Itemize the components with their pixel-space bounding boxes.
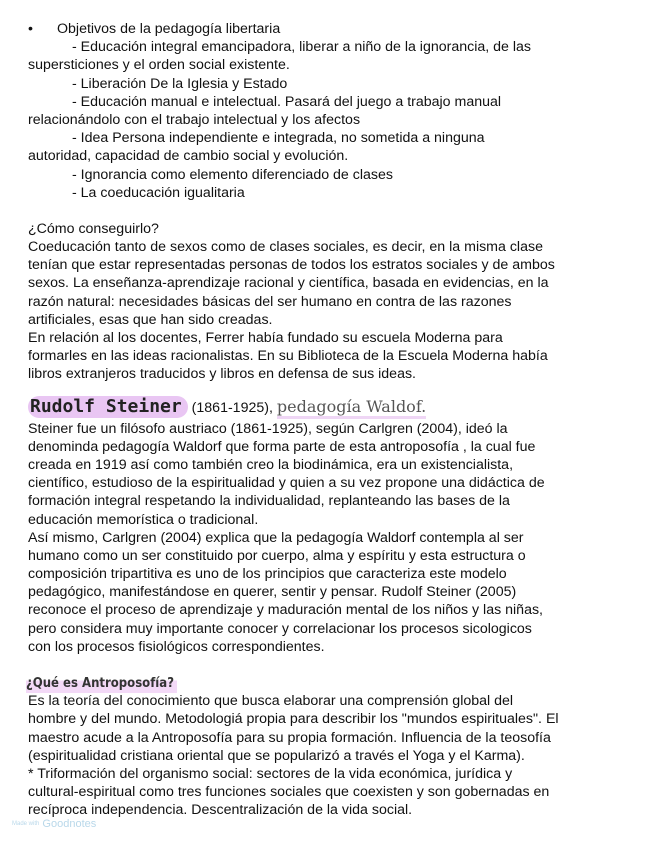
text-line: pedagógico, manifestándose en querer, sentir y pensar. Rudolf Steiner (2005) — [28, 584, 517, 601]
objective-item: - Ignorancia como elemento diferenciado de clases — [72, 166, 393, 183]
text-line: Es la teoría del conocimiento que busca elaborar una comprensión global del — [28, 693, 514, 710]
steiner-name: Rudolf Steiner — [28, 396, 188, 418]
waldorf-title: pedagogía Waldof. — [277, 397, 426, 419]
steiner-heading — [28, 396, 628, 420]
watermark-brand: Goodnotes — [42, 818, 97, 830]
text-line: cultural-espiritual como tres funciones sociales que coexisten y son gobernadas en — [28, 784, 550, 801]
text-line: Steiner fue un filósofo austriaco (1861-1925), según Carlgren (2004), ideó la — [28, 420, 508, 437]
text-line: tenían que estar representadas personas de todos los estratos sociales y de ambos — [28, 257, 555, 274]
text-line: sexos. La enseñanza-aprendizaje racional y científica, basada en evidencias, en la — [28, 275, 549, 292]
text-line: creada en 1919 así como también creo la biodinámica, era un existencialista, — [28, 456, 514, 473]
text-line: libros extranjeros traducidos y libros en defensa de sus ideas. — [28, 366, 417, 383]
objective-item: - Idea Persona independiente e integrada, no sometida a ninguna — [72, 130, 485, 147]
text-line: con los procesos fisiológicos correspondientes. — [28, 638, 325, 655]
goodnotes-watermark — [12, 818, 96, 830]
paragraph-steiner — [28, 420, 628, 656]
objective-item: - Educación integral emancipadora, liberar a niño de la ignorancia, de las — [72, 39, 532, 56]
text-line: recíproca independencia. Descentralización de la vida social. — [28, 802, 413, 819]
objectives-list — [28, 38, 628, 202]
text-line: Coeducación tanto de sexos como de clases sociales, es decir, en la misma clase — [28, 239, 543, 256]
text-line: científico, estudioso de la espiritualidad y quien a su vez propone una didáctica de — [28, 475, 545, 492]
text-line: formarles en las ideas racionalistas. En su Biblioteca de la Escuela Moderna había — [28, 348, 548, 365]
text-line: En relación al los docentes, Ferrer había fundado su escuela Moderna para — [28, 330, 503, 346]
paragraph-antroposofia — [28, 692, 628, 819]
bullet-heading — [28, 20, 628, 38]
text-line: humano como un ser constituido por cuerpo, alma y espíritu y esta estructura o — [28, 547, 526, 564]
objective-item: - Educación manual e intelectual. Pasará del juego a trabajo manual — [72, 93, 502, 110]
objective-item-continuation: supersticiones y el orden social existente. — [28, 57, 290, 74]
text-line: formación integral respetando la individualidad, replanteando las bases de la — [28, 493, 510, 510]
objective-item: - Liberación De la Iglesia y Estado — [72, 75, 288, 92]
objective-item: - La coeducación igualitaria — [72, 184, 245, 201]
steiner-dates: (1861-1925), — [191, 399, 273, 416]
text-line: composición tripartitiva es uno de los principios que caracteriza este modelo — [28, 566, 507, 583]
section-title: Objetivos de la pedagogía libertaria — [57, 21, 281, 37]
paragraph-coeducacion — [28, 238, 628, 384]
text-line: (espiritualidad cristiana oriental que se popularizó a través el Yoga y el Karma). — [28, 747, 525, 764]
text-line: maestro acude a la Antroposofía para su propia formación. Influencia de la teosofía — [28, 729, 551, 746]
text-line: hombre y del mundo. Metodologiá propia para describir los "mundos espirituales". El — [28, 711, 559, 728]
document-page — [28, 20, 628, 820]
objective-item-continuation: autoridad, capacidad de cambio social y evolución. — [28, 148, 349, 165]
text-line: Así mismo, Carlgren (2004) explica que la pedagogía Waldorf contempla al ser — [28, 529, 524, 546]
text-line: artificiales, esas que han sido creadas. — [28, 311, 273, 328]
text-line: reconoce el proceso de aprendizaje y maduración mental de los niños y las niñas, — [28, 602, 543, 619]
text-line: * Triformación del organismo social: sectores de la vida económica, jurídica y — [28, 765, 513, 782]
watermark-prefix: Made with — [12, 821, 40, 828]
antroposofia-question: ¿Qué es Antroposofía? — [26, 675, 177, 693]
text-line: razón natural: necesidades básicas del ser humano en contra de las razones — [28, 293, 512, 310]
bullet-icon: • — [28, 21, 33, 37]
text-line: pero considera muy importante conocer y correlacionar los procesos sicologicos — [28, 620, 532, 637]
objective-item-continuation: relacionándolo con el trabajo intelectual y los afectos — [28, 111, 361, 128]
text-line: educación memorística o tradicional. — [28, 511, 259, 528]
question-heading: ¿Cómo conseguirlo? — [28, 220, 159, 237]
text-line: denominda pedagogía Waldorf que forma parte de esta antroposofía , la cual fue — [28, 438, 536, 455]
antroposofia-heading — [28, 674, 628, 692]
